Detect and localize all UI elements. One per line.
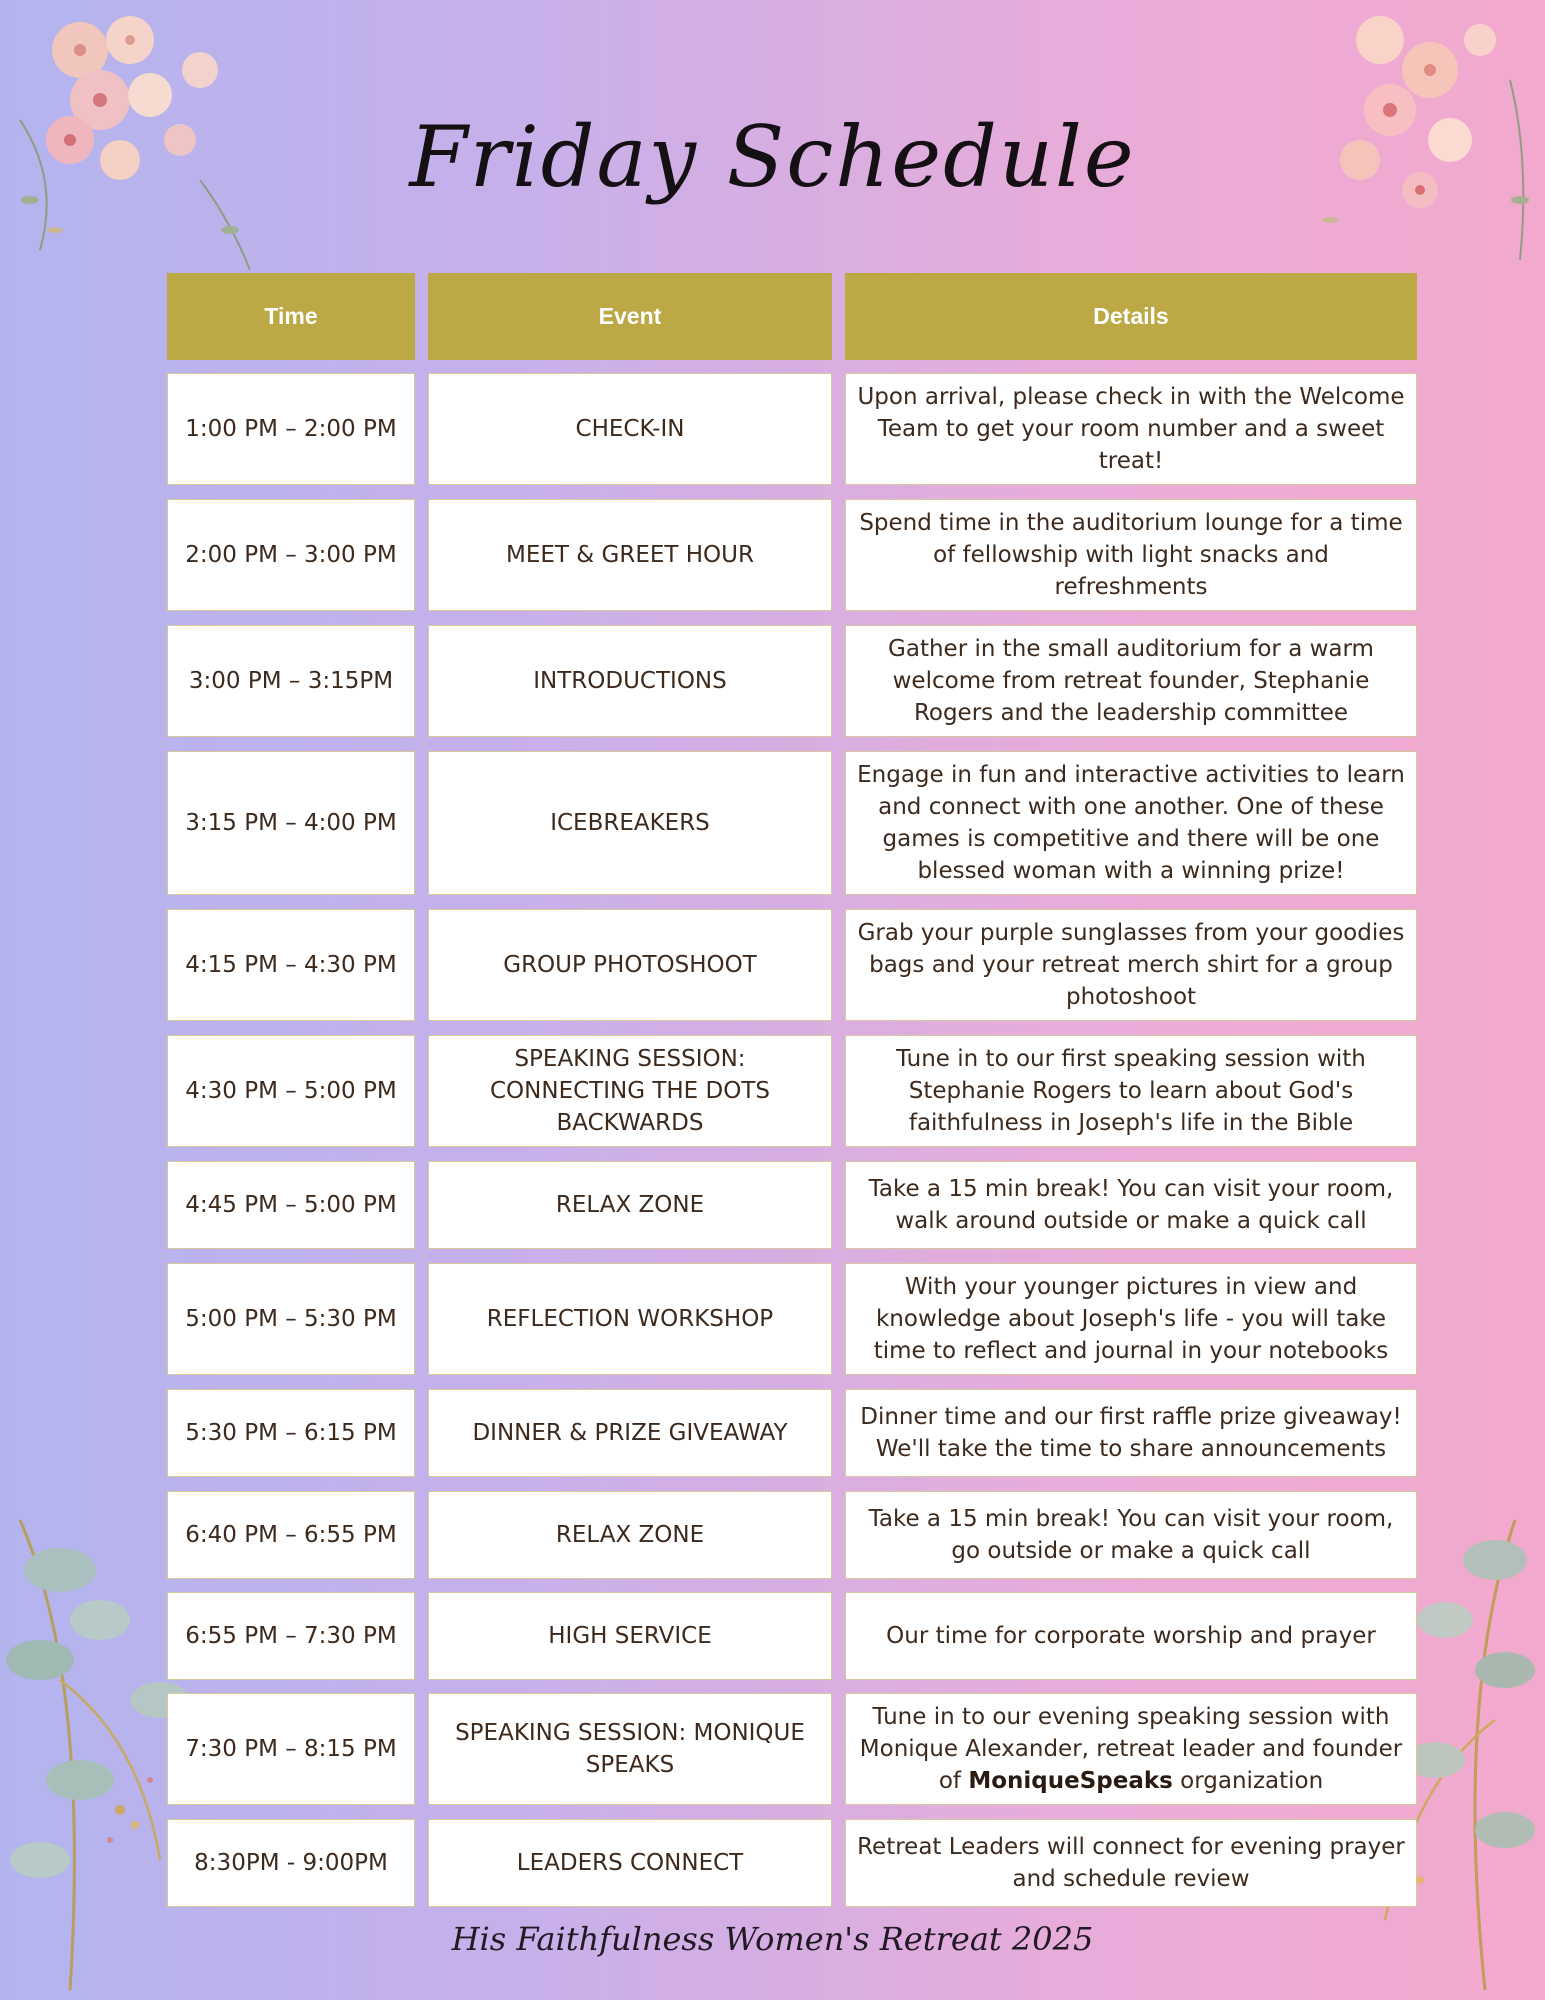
cell-time: 6:55 PM – 7:30 PM bbox=[167, 1592, 415, 1680]
cell-time: 3:00 PM – 3:15PM bbox=[167, 625, 415, 737]
cell-event: SPEAKING SESSION: CONNECTING THE DOTS BACKWARDS bbox=[428, 1035, 832, 1147]
cell-time: 5:00 PM – 5:30 PM bbox=[167, 1263, 415, 1375]
column-header-details: Details bbox=[845, 273, 1417, 360]
cell-details: Gather in the small auditorium for a warm welcome from retreat founder, Stephanie Rogers and the leadership committee bbox=[845, 625, 1417, 737]
cell-event: INTRODUCTIONS bbox=[428, 625, 832, 737]
cell-details: Grab your purple sunglasses from your goodies bags and your retreat merch shirt for a group photoshoot bbox=[845, 909, 1417, 1021]
cell-details: Tune in to our evening speaking session with Monique Alexander, retreat leader and founder of MoniqueSpeaks organization bbox=[845, 1693, 1417, 1805]
cell-details: Take a 15 min break! You can visit your room, walk around outside or make a quick call bbox=[845, 1161, 1417, 1249]
cell-details: Engage in fun and interactive activities to learn and connect with one another. One of these games is competitive and there will be one blessed woman with a winning prize! bbox=[845, 751, 1417, 895]
cell-time: 2:00 PM – 3:00 PM bbox=[167, 499, 415, 611]
cell-time: 4:30 PM – 5:00 PM bbox=[167, 1035, 415, 1147]
cell-details: Spend time in the auditorium lounge for a time of fellowship with light snacks and refreshments bbox=[845, 499, 1417, 611]
cell-time: 7:30 PM – 8:15 PM bbox=[167, 1693, 415, 1805]
column-header-event: Event bbox=[428, 273, 832, 360]
cell-event: DINNER & PRIZE GIVEAWAY bbox=[428, 1389, 832, 1477]
page-title: Friday Schedule bbox=[409, 108, 1136, 206]
cell-event: ICEBREAKERS bbox=[428, 751, 832, 895]
column-header-time: Time bbox=[167, 273, 415, 360]
cell-event: GROUP PHOTOSHOOT bbox=[428, 909, 832, 1021]
cell-details: Take a 15 min break! You can visit your room, go outside or make a quick call bbox=[845, 1491, 1417, 1579]
page-footer: His Faithfulness Women's Retreat 2025 bbox=[451, 1920, 1094, 1958]
cell-details: Upon arrival, please check in with the Welcome Team to get your room number and a sweet treat! bbox=[845, 373, 1417, 485]
cell-time: 4:15 PM – 4:30 PM bbox=[167, 909, 415, 1021]
cell-time: 4:45 PM – 5:00 PM bbox=[167, 1161, 415, 1249]
cell-details: With your younger pictures in view and knowledge about Joseph's life - you will take time to reflect and journal in your notebooks bbox=[845, 1263, 1417, 1375]
cell-time: 8:30PM - 9:00PM bbox=[167, 1819, 415, 1907]
cell-details: Retreat Leaders will connect for evening prayer and schedule review bbox=[845, 1819, 1417, 1907]
cell-time: 5:30 PM – 6:15 PM bbox=[167, 1389, 415, 1477]
cell-event: LEADERS CONNECT bbox=[428, 1819, 832, 1907]
cell-time: 1:00 PM – 2:00 PM bbox=[167, 373, 415, 485]
cell-event: RELAX ZONE bbox=[428, 1161, 832, 1249]
cell-event: SPEAKING SESSION: MONIQUE SPEAKS bbox=[428, 1693, 832, 1805]
cell-event: HIGH SERVICE bbox=[428, 1592, 832, 1680]
cell-time: 6:40 PM – 6:55 PM bbox=[167, 1491, 415, 1579]
cell-details: Our time for corporate worship and prayer bbox=[845, 1592, 1417, 1680]
cell-time: 3:15 PM – 4:00 PM bbox=[167, 751, 415, 895]
cell-event: RELAX ZONE bbox=[428, 1491, 832, 1579]
cell-details: Tune in to our first speaking session with Stephanie Rogers to learn about God's faithfulness in Joseph's life in the Bible bbox=[845, 1035, 1417, 1147]
cell-event: MEET & GREET HOUR bbox=[428, 499, 832, 611]
cell-details: Dinner time and our first raffle prize giveaway! We'll take the time to share announcements bbox=[845, 1389, 1417, 1477]
cell-event: CHECK-IN bbox=[428, 373, 832, 485]
cell-event: REFLECTION WORKSHOP bbox=[428, 1263, 832, 1375]
